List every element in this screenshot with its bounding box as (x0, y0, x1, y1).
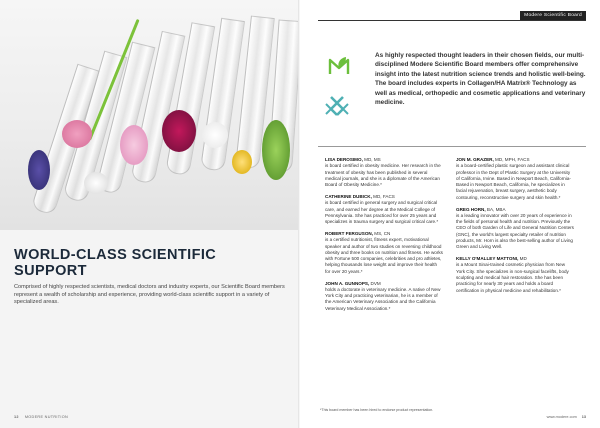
member-credentials: BA, MBA (485, 206, 506, 212)
member-name: JON M. GRAZER, (456, 157, 494, 162)
pink-flower (62, 120, 92, 148)
intro-paragraph: Comprised of highly respected scientists, medical doctors and industry experts, our Scientific Board members represent a wealth of scholarship and experience, providing world-class scientific support in a variety of specialized areas. (14, 284, 285, 306)
lavender-flower (28, 150, 50, 190)
member-text: is board certified in obesity medicine. Her research in the treatment of obesity has been published in several medical journals, and she is a diplomate of the American Board of Obesity Medicine.* (325, 163, 441, 188)
member-text: is a leading innovator with over 20 years of experience in the fields of personal health and nutrition. Previously the CEO of both Garden of Life and General Nutrition Centers (GNC), the world's largest specialty retailer of nutrition products, Mr. Horn is also the best-selling author of Living Green and Living Well. (456, 212, 574, 250)
right-folio (547, 415, 586, 419)
page-number: 12 (14, 415, 19, 419)
member-name: ROBERT FERGUSON, (325, 230, 373, 236)
board-member-bio (456, 157, 574, 201)
member-text: is board certified in general surgery and surgical critical care, and earned her degree at the Medical College of Pennsylvania. She has practiced for over 25 years and specializes in trauma surgery and surgical critical care.* (325, 200, 439, 225)
lead-paragraph: As highly respected thought leaders in their chosen fields, our multi-disciplined Modere Scientific Board members offer comprehensive insight into the latest nutrition science trends and holistic well-being. The board includes experts in Collagen/HA Matrix® Technology as well as medical, orthopedic and cosmetic applications and veterinary medicine. (375, 52, 586, 107)
board-member-bio (325, 194, 443, 225)
member-credentials: MD, MPH, FACS (493, 157, 530, 162)
white-bloom (202, 122, 228, 148)
member-text: holds a doctorate in veterinary medicine. A native of New York City and practicing veterinarian, he is a member of the American Veterinary Association and the California Veterinary Medical Association.* (325, 286, 441, 311)
member-name: LISA DEROSIMO, (325, 157, 363, 162)
board-member-bio (456, 207, 574, 251)
bios-column-1 (325, 157, 443, 318)
board-member-bio (325, 231, 443, 275)
footnote: *This board member has been hired to endorse product representation. (320, 408, 434, 412)
section-rule (318, 146, 586, 147)
right-page (300, 0, 600, 428)
member-name: KELLY O'MALLEY MATTONI, (456, 256, 519, 262)
bios-column-2 (456, 157, 574, 299)
member-name: JOHN A. GUNNOPS, (325, 280, 370, 286)
member-credentials: MD, MS (362, 157, 381, 162)
modere-m-leaf-icon (327, 54, 351, 78)
page-title: WORLD-CLASS SCIENTIFIC SUPPORT (14, 247, 217, 279)
board-member-bio (325, 281, 443, 312)
white-flower (84, 172, 108, 194)
yellow-flower (232, 150, 252, 174)
member-text: is a Mount Sinai-trained cosmetic physician from New York City. She specializes in non-surgical facelifts, body sculpting and medical hair restoration. She has been practicing for nearly 30 years and holds a board certification in physical medicine and rehabilitation.* (456, 262, 569, 293)
member-name: GREG HORN, (456, 206, 486, 212)
green-leaves (262, 120, 290, 180)
member-credentials: MS, CN (372, 230, 391, 236)
website: www.modere.com (546, 415, 577, 419)
member-text: is a certified nutritionist, fitness expert, motivational speaker and author of two studies on reversing childhood obesity and three books on nutrition and fitness. He works with Fortune 500 companies, celebrities and pro athletes, helping thousands lose weight and improve their health for over 20 years.* (325, 237, 443, 274)
collagen-matrix-icon (324, 95, 350, 119)
member-text: is a board-certified plastic surgeon and assistant clinical professor in the Dept of Plastic Surgery at the University of California, Irvine. Based in Newport Beach, California-Based in Newport Beach, California, he specializes in facial rejuvenation, breast surgery, aesthetic body contouring, reconstructive surgery and skin health.* (456, 163, 571, 200)
member-credentials: MD, FACS (371, 193, 395, 199)
section-tab: Modere Scientific Board (520, 11, 586, 20)
board-member-bio (456, 256, 574, 294)
header-rule (318, 20, 586, 21)
board-member-bio (325, 157, 443, 188)
left-folio (14, 415, 68, 419)
member-credentials: MD (518, 256, 527, 262)
member-credentials: DVM (369, 280, 381, 286)
member-name: CATHERINE DUBICK, (325, 193, 372, 199)
page-number: 13 (581, 415, 586, 419)
magenta-flower (162, 110, 196, 152)
orchid-flower (120, 125, 148, 165)
test-tubes-flowers-photo (0, 0, 300, 230)
brand-name: MODERE NUTRITION (24, 415, 69, 419)
